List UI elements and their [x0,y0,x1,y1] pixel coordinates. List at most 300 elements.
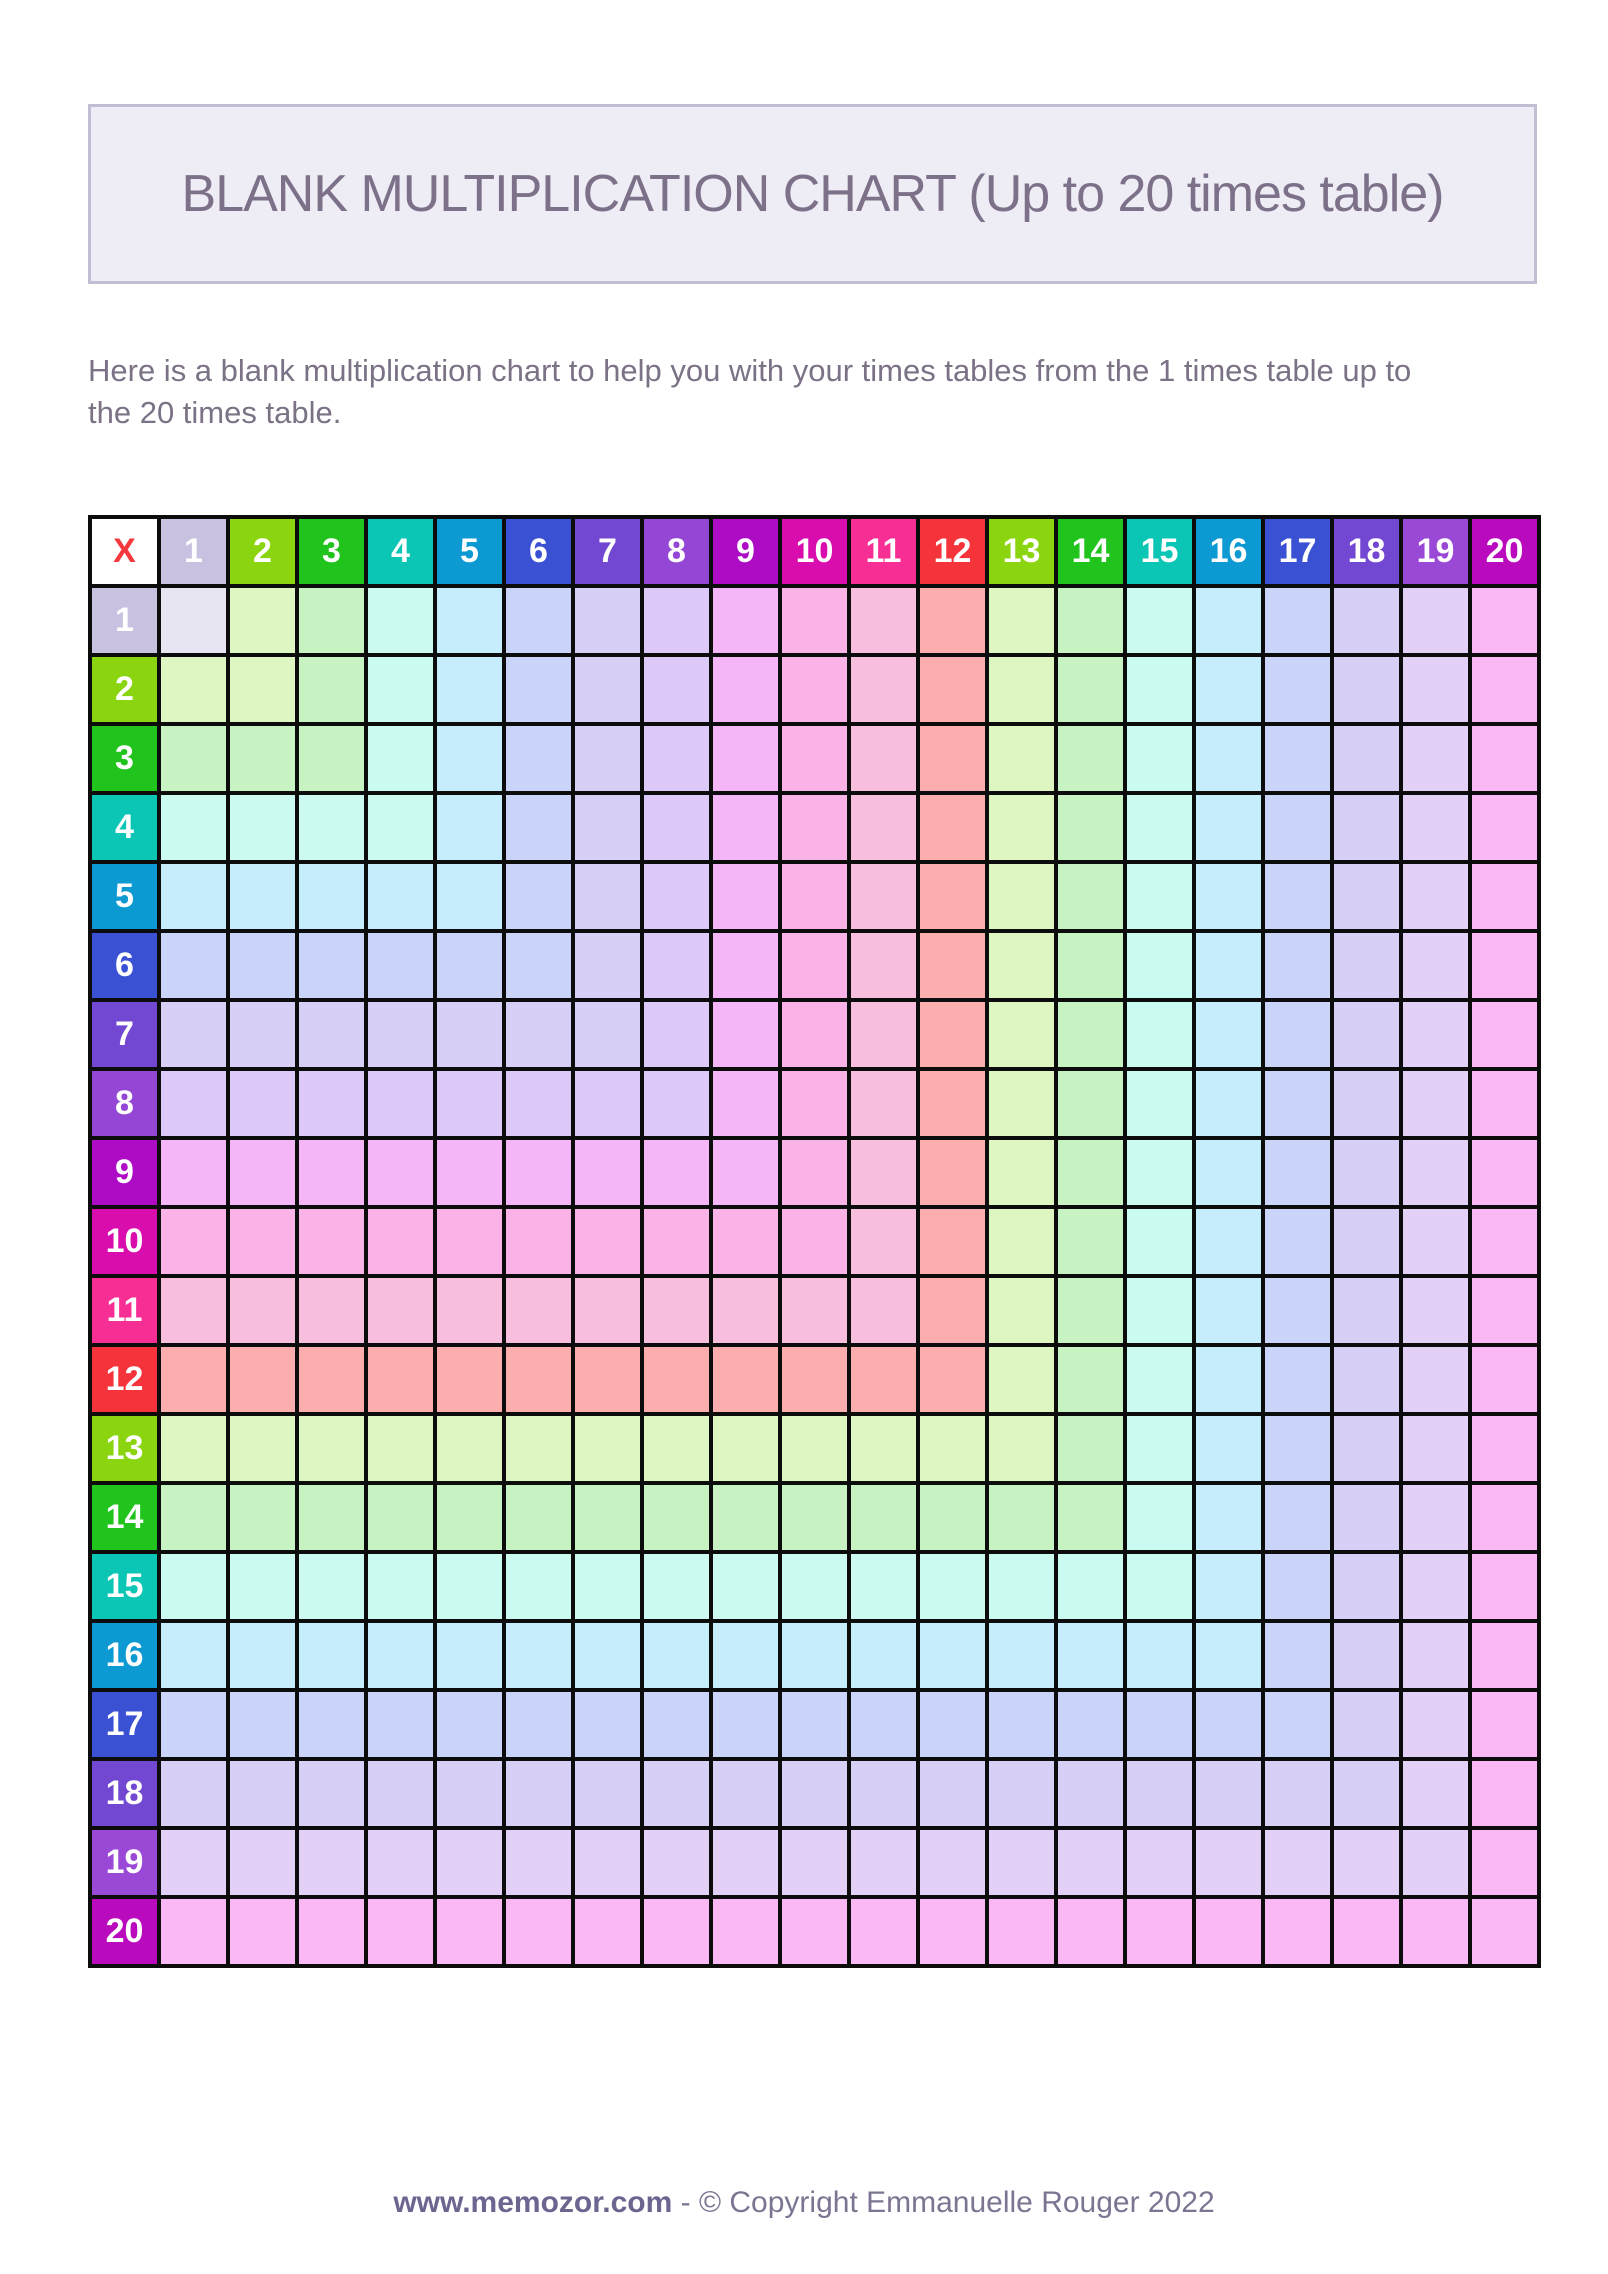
cell-r5-c4 [368,864,433,929]
cell-r2-c3 [299,657,364,722]
cell-r15-c4 [368,1554,433,1619]
cell-r6-c6 [506,933,571,998]
cell-r6-c1 [161,933,226,998]
cell-r18-c20 [1472,1761,1537,1826]
cell-r16-c16 [1196,1623,1261,1688]
cell-r7-c8 [644,1002,709,1067]
cell-r3-c19 [1403,726,1468,791]
col-header-18: 18 [1334,519,1399,584]
cell-r4-c14 [1058,795,1123,860]
cell-r7-c5 [437,1002,502,1067]
cell-r20-c5 [437,1899,502,1964]
cell-r12-c16 [1196,1347,1261,1412]
cell-r15-c20 [1472,1554,1537,1619]
cell-r11-c15 [1127,1278,1192,1343]
cell-r9-c10 [782,1140,847,1205]
cell-r5-c15 [1127,864,1192,929]
cell-r14-c17 [1265,1485,1330,1550]
cell-r17-c11 [851,1692,916,1757]
cell-r16-c7 [575,1623,640,1688]
cell-r16-c14 [1058,1623,1123,1688]
cell-r7-c14 [1058,1002,1123,1067]
cell-r3-c7 [575,726,640,791]
row-header-20: 20 [92,1899,157,1964]
row-header-3: 3 [92,726,157,791]
cell-r13-c9 [713,1416,778,1481]
row-header-8: 8 [92,1071,157,1136]
cell-r7-c18 [1334,1002,1399,1067]
cell-r15-c19 [1403,1554,1468,1619]
cell-r19-c15 [1127,1830,1192,1895]
cell-r18-c11 [851,1761,916,1826]
cell-r15-c14 [1058,1554,1123,1619]
cell-r9-c3 [299,1140,364,1205]
cell-r17-c9 [713,1692,778,1757]
cell-r16-c20 [1472,1623,1537,1688]
cell-r6-c3 [299,933,364,998]
cell-r8-c14 [1058,1071,1123,1136]
cell-r12-c15 [1127,1347,1192,1412]
cell-r14-c18 [1334,1485,1399,1550]
cell-r20-c2 [230,1899,295,1964]
col-header-16: 16 [1196,519,1261,584]
footer-site-link[interactable]: www.memozor.com [393,2186,673,2219]
cell-r9-c5 [437,1140,502,1205]
cell-r12-c20 [1472,1347,1537,1412]
cell-r8-c13 [989,1071,1054,1136]
cell-r16-c17 [1265,1623,1330,1688]
cell-r1-c17 [1265,588,1330,653]
cell-r8-c20 [1472,1071,1537,1136]
cell-r10-c18 [1334,1209,1399,1274]
multiplication-grid [88,515,1541,1968]
cell-r19-c1 [161,1830,226,1895]
cell-r8-c17 [1265,1071,1330,1136]
cell-r2-c16 [1196,657,1261,722]
cell-r20-c12 [920,1899,985,1964]
cell-r8-c8 [644,1071,709,1136]
cell-r2-c14 [1058,657,1123,722]
cell-r15-c11 [851,1554,916,1619]
cell-r2-c9 [713,657,778,722]
cell-r13-c2 [230,1416,295,1481]
cell-r18-c10 [782,1761,847,1826]
cell-r5-c9 [713,864,778,929]
cell-r17-c13 [989,1692,1054,1757]
cell-r9-c8 [644,1140,709,1205]
cell-r17-c10 [782,1692,847,1757]
cell-r13-c8 [644,1416,709,1481]
cell-r14-c5 [437,1485,502,1550]
cell-r15-c3 [299,1554,364,1619]
cell-r4-c10 [782,795,847,860]
col-header-3: 3 [299,519,364,584]
cell-r20-c10 [782,1899,847,1964]
cell-r1-c18 [1334,588,1399,653]
cell-r10-c16 [1196,1209,1261,1274]
cell-r13-c1 [161,1416,226,1481]
cell-r20-c16 [1196,1899,1261,1964]
cell-r20-c9 [713,1899,778,1964]
cell-r1-c14 [1058,588,1123,653]
cell-r16-c13 [989,1623,1054,1688]
cell-r10-c9 [713,1209,778,1274]
col-header-20: 20 [1472,519,1537,584]
cell-r10-c15 [1127,1209,1192,1274]
cell-r7-c6 [506,1002,571,1067]
cell-r1-c13 [989,588,1054,653]
cell-r11-c14 [1058,1278,1123,1343]
cell-r10-c5 [437,1209,502,1274]
cell-r17-c4 [368,1692,433,1757]
col-header-15: 15 [1127,519,1192,584]
cell-r2-c6 [506,657,571,722]
cell-r10-c3 [299,1209,364,1274]
cell-r4-c13 [989,795,1054,860]
cell-r2-c18 [1334,657,1399,722]
cell-r8-c7 [575,1071,640,1136]
cell-r15-c16 [1196,1554,1261,1619]
cell-r6-c5 [437,933,502,998]
cell-r13-c17 [1265,1416,1330,1481]
cell-r5-c6 [506,864,571,929]
cell-r18-c14 [1058,1761,1123,1826]
row-header-6: 6 [92,933,157,998]
cell-r4-c7 [575,795,640,860]
cell-r14-c19 [1403,1485,1468,1550]
col-header-11: 11 [851,519,916,584]
cell-r1-c2 [230,588,295,653]
cell-r5-c10 [782,864,847,929]
page-title: BLANK MULTIPLICATION CHART (Up to 20 times table) [181,165,1444,223]
cell-r1-c11 [851,588,916,653]
cell-r8-c15 [1127,1071,1192,1136]
cell-r20-c13 [989,1899,1054,1964]
cell-r18-c6 [506,1761,571,1826]
cell-r12-c7 [575,1347,640,1412]
cell-r20-c20 [1472,1899,1537,1964]
cell-r16-c2 [230,1623,295,1688]
cell-r10-c8 [644,1209,709,1274]
row-header-12: 12 [92,1347,157,1412]
cell-r19-c9 [713,1830,778,1895]
cell-r2-c1 [161,657,226,722]
cell-r11-c11 [851,1278,916,1343]
cell-r4-c19 [1403,795,1468,860]
cell-r14-c11 [851,1485,916,1550]
cell-r4-c5 [437,795,502,860]
cell-r5-c16 [1196,864,1261,929]
cell-r6-c4 [368,933,433,998]
cell-r6-c11 [851,933,916,998]
cell-r18-c7 [575,1761,640,1826]
cell-r9-c4 [368,1140,433,1205]
cell-r11-c20 [1472,1278,1537,1343]
cell-r12-c17 [1265,1347,1330,1412]
cell-r20-c18 [1334,1899,1399,1964]
cell-r19-c11 [851,1830,916,1895]
cell-r2-c5 [437,657,502,722]
col-header-2: 2 [230,519,295,584]
cell-r2-c2 [230,657,295,722]
cell-r2-c8 [644,657,709,722]
cell-r3-c10 [782,726,847,791]
cell-r10-c7 [575,1209,640,1274]
cell-r3-c12 [920,726,985,791]
row-header-4: 4 [92,795,157,860]
col-header-8: 8 [644,519,709,584]
cell-r1-c4 [368,588,433,653]
cell-r15-c10 [782,1554,847,1619]
cell-r11-c12 [920,1278,985,1343]
cell-r16-c11 [851,1623,916,1688]
cell-r14-c10 [782,1485,847,1550]
cell-r5-c7 [575,864,640,929]
cell-r17-c19 [1403,1692,1468,1757]
col-header-12: 12 [920,519,985,584]
cell-r5-c8 [644,864,709,929]
cell-r9-c2 [230,1140,295,1205]
cell-r1-c5 [437,588,502,653]
cell-r14-c12 [920,1485,985,1550]
cell-r17-c6 [506,1692,571,1757]
cell-r19-c14 [1058,1830,1123,1895]
cell-r9-c9 [713,1140,778,1205]
cell-r1-c8 [644,588,709,653]
cell-r7-c3 [299,1002,364,1067]
cell-r16-c12 [920,1623,985,1688]
cell-r8-c19 [1403,1071,1468,1136]
cell-r11-c17 [1265,1278,1330,1343]
row-header-11: 11 [92,1278,157,1343]
title-box [88,104,1537,284]
cell-r11-c9 [713,1278,778,1343]
cell-r17-c18 [1334,1692,1399,1757]
cell-r8-c6 [506,1071,571,1136]
cell-r8-c18 [1334,1071,1399,1136]
cell-r9-c7 [575,1140,640,1205]
cell-r5-c13 [989,864,1054,929]
cell-r2-c12 [920,657,985,722]
cell-r18-c17 [1265,1761,1330,1826]
cell-r4-c18 [1334,795,1399,860]
cell-r10-c11 [851,1209,916,1274]
cell-r4-c6 [506,795,571,860]
cell-r6-c14 [1058,933,1123,998]
cell-r6-c10 [782,933,847,998]
cell-r9-c13 [989,1140,1054,1205]
cell-r7-c7 [575,1002,640,1067]
cell-r8-c2 [230,1071,295,1136]
cell-r11-c10 [782,1278,847,1343]
row-header-19: 19 [92,1830,157,1895]
cell-r4-c4 [368,795,433,860]
cell-r20-c11 [851,1899,916,1964]
cell-r17-c8 [644,1692,709,1757]
cell-r2-c4 [368,657,433,722]
cell-r1-c1 [161,588,226,653]
cell-r6-c13 [989,933,1054,998]
cell-r16-c3 [299,1623,364,1688]
row-header-10: 10 [92,1209,157,1274]
cell-r1-c16 [1196,588,1261,653]
cell-r17-c1 [161,1692,226,1757]
cell-r7-c9 [713,1002,778,1067]
cell-r13-c14 [1058,1416,1123,1481]
cell-r18-c9 [713,1761,778,1826]
cell-r9-c16 [1196,1140,1261,1205]
cell-r6-c18 [1334,933,1399,998]
cell-r13-c18 [1334,1416,1399,1481]
cell-r15-c13 [989,1554,1054,1619]
cell-r4-c8 [644,795,709,860]
cell-r5-c11 [851,864,916,929]
cell-r20-c14 [1058,1899,1123,1964]
cell-r7-c19 [1403,1002,1468,1067]
cell-r18-c3 [299,1761,364,1826]
cell-r4-c20 [1472,795,1537,860]
cell-r2-c20 [1472,657,1537,722]
cell-r10-c14 [1058,1209,1123,1274]
cell-r12-c12 [920,1347,985,1412]
cell-r8-c12 [920,1071,985,1136]
row-header-17: 17 [92,1692,157,1757]
cell-r20-c3 [299,1899,364,1964]
cell-r13-c12 [920,1416,985,1481]
cell-r19-c8 [644,1830,709,1895]
cell-r1-c3 [299,588,364,653]
cell-r3-c11 [851,726,916,791]
cell-r16-c1 [161,1623,226,1688]
cell-r15-c1 [161,1554,226,1619]
cell-r5-c14 [1058,864,1123,929]
intro-line-2: the 20 times table. [88,394,342,430]
cell-r17-c17 [1265,1692,1330,1757]
cell-r7-c17 [1265,1002,1330,1067]
cell-r11-c5 [437,1278,502,1343]
cell-r8-c5 [437,1071,502,1136]
cell-r12-c1 [161,1347,226,1412]
cell-r11-c19 [1403,1278,1468,1343]
cell-r10-c19 [1403,1209,1468,1274]
cell-r19-c7 [575,1830,640,1895]
cell-r2-c15 [1127,657,1192,722]
cell-r11-c13 [989,1278,1054,1343]
cell-r6-c16 [1196,933,1261,998]
cell-r14-c3 [299,1485,364,1550]
cell-r7-c15 [1127,1002,1192,1067]
cell-r19-c2 [230,1830,295,1895]
col-header-1: 1 [161,519,226,584]
cell-r9-c15 [1127,1140,1192,1205]
cell-r12-c2 [230,1347,295,1412]
cell-r7-c2 [230,1002,295,1067]
cell-r20-c19 [1403,1899,1468,1964]
cell-r12-c8 [644,1347,709,1412]
intro-line-1: Here is a blank multiplication chart to help you with your times tables from the 1 times table up to [88,353,1412,388]
cell-r14-c16 [1196,1485,1261,1550]
cell-r19-c10 [782,1830,847,1895]
cell-r12-c19 [1403,1347,1468,1412]
cell-r3-c3 [299,726,364,791]
cell-r15-c17 [1265,1554,1330,1619]
cell-r4-c2 [230,795,295,860]
cell-r4-c12 [920,795,985,860]
cell-r5-c17 [1265,864,1330,929]
cell-r20-c15 [1127,1899,1192,1964]
cell-r1-c9 [713,588,778,653]
cell-r8-c11 [851,1071,916,1136]
cell-r18-c4 [368,1761,433,1826]
cell-r4-c9 [713,795,778,860]
cell-r14-c9 [713,1485,778,1550]
cell-r13-c6 [506,1416,571,1481]
row-header-9: 9 [92,1140,157,1205]
cell-r17-c12 [920,1692,985,1757]
cell-r9-c18 [1334,1140,1399,1205]
cell-r2-c17 [1265,657,1330,722]
cell-r1-c10 [782,588,847,653]
row-header-7: 7 [92,1002,157,1067]
cell-r10-c13 [989,1209,1054,1274]
cell-r20-c4 [368,1899,433,1964]
footer [0,2186,1608,2220]
cell-r3-c14 [1058,726,1123,791]
cell-r16-c4 [368,1623,433,1688]
cell-r10-c10 [782,1209,847,1274]
cell-r19-c20 [1472,1830,1537,1895]
col-header-14: 14 [1058,519,1123,584]
cell-r8-c9 [713,1071,778,1136]
cell-r9-c11 [851,1140,916,1205]
cell-r12-c14 [1058,1347,1123,1412]
cell-r4-c3 [299,795,364,860]
cell-r19-c13 [989,1830,1054,1895]
cell-r18-c8 [644,1761,709,1826]
cell-r19-c17 [1265,1830,1330,1895]
cell-r19-c18 [1334,1830,1399,1895]
cell-r18-c2 [230,1761,295,1826]
cell-r15-c8 [644,1554,709,1619]
cell-r9-c17 [1265,1140,1330,1205]
col-header-9: 9 [713,519,778,584]
cell-r15-c2 [230,1554,295,1619]
cell-r7-c11 [851,1002,916,1067]
cell-r15-c7 [575,1554,640,1619]
cell-r8-c16 [1196,1071,1261,1136]
cell-r16-c5 [437,1623,502,1688]
cell-r15-c9 [713,1554,778,1619]
cell-r7-c10 [782,1002,847,1067]
cell-r14-c20 [1472,1485,1537,1550]
cell-r14-c4 [368,1485,433,1550]
cell-r11-c16 [1196,1278,1261,1343]
cell-r12-c9 [713,1347,778,1412]
row-header-5: 5 [92,864,157,929]
cell-r13-c16 [1196,1416,1261,1481]
cell-r11-c18 [1334,1278,1399,1343]
cell-r4-c17 [1265,795,1330,860]
cell-r8-c3 [299,1071,364,1136]
cell-r16-c19 [1403,1623,1468,1688]
cell-r3-c5 [437,726,502,791]
cell-r19-c4 [368,1830,433,1895]
cell-r20-c7 [575,1899,640,1964]
cell-r17-c3 [299,1692,364,1757]
cell-r5-c5 [437,864,502,929]
cell-r13-c20 [1472,1416,1537,1481]
cell-r18-c13 [989,1761,1054,1826]
